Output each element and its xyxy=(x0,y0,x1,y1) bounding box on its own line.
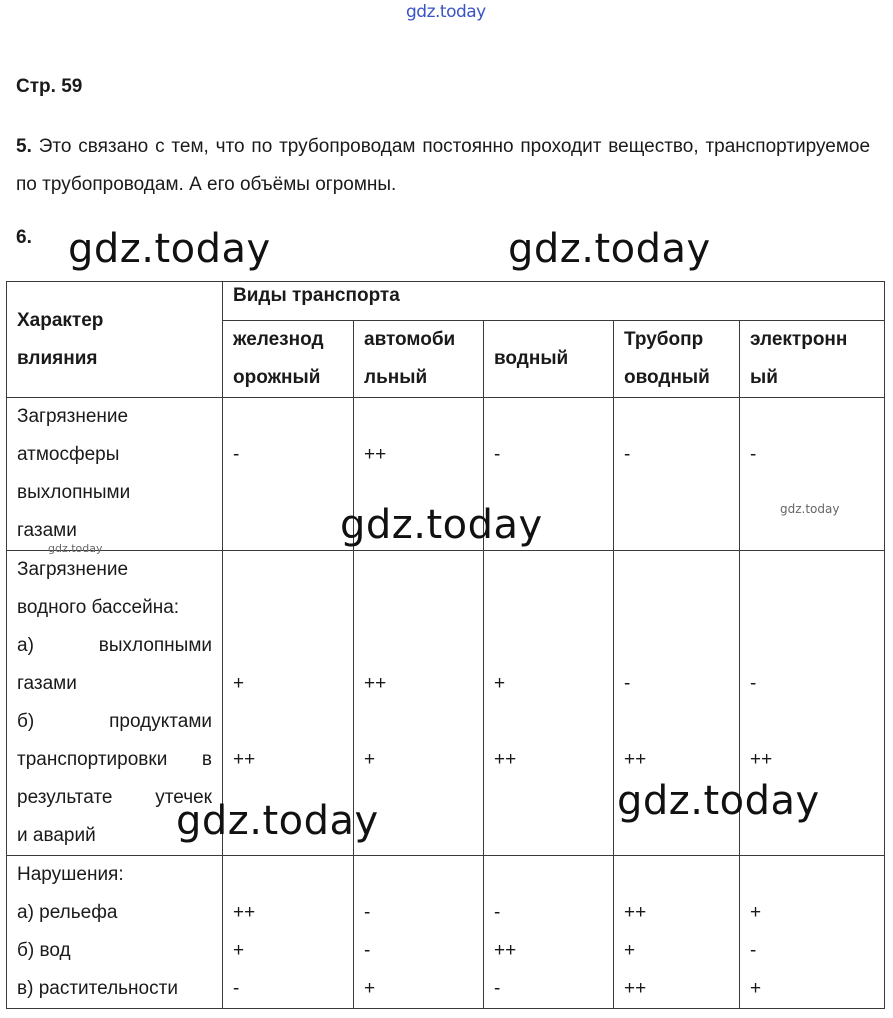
cell-line xyxy=(233,627,343,665)
table-cell xyxy=(484,398,614,551)
answer-5-text: Это связано с тем, что по трубопроводам постоянно проходит вещество, транспортируемое по трубопроводам. А его объёмы огромны. xyxy=(16,136,871,195)
cell-line: + xyxy=(750,902,762,923)
table-cell xyxy=(740,856,885,1009)
cell-line: - xyxy=(364,940,371,961)
answer-5-number: 5. xyxy=(16,136,32,157)
cell-line: ++ xyxy=(624,749,647,770)
cell-line xyxy=(364,779,473,817)
column-header-line: льный xyxy=(364,367,428,388)
cell-line xyxy=(624,589,729,627)
cell-line: ++ xyxy=(494,940,517,961)
table-cell xyxy=(354,856,484,1009)
cell-line xyxy=(364,589,473,627)
column-header-water xyxy=(484,321,614,398)
column-header-auto xyxy=(354,321,484,398)
cell-line: - xyxy=(750,444,757,465)
column-header-line: водный xyxy=(494,348,569,369)
cell-line xyxy=(494,589,603,627)
column-header-line: электронн xyxy=(750,329,848,350)
row-label-line: б) вод xyxy=(17,940,71,961)
cell-line: ++ xyxy=(750,749,773,770)
cell-line xyxy=(233,398,343,436)
column-header-line: Трубопр xyxy=(624,329,704,350)
cell-line xyxy=(364,474,473,512)
row-label-line: транспортировки в xyxy=(17,749,212,770)
table-cell xyxy=(614,551,740,856)
cell-line xyxy=(233,779,343,817)
table-cell xyxy=(614,398,740,551)
cell-line xyxy=(364,551,473,589)
watermark-small-2: gdz.today xyxy=(48,542,103,555)
cell-line xyxy=(233,589,343,627)
column-header-line: орожный xyxy=(233,367,321,388)
cell-line: - xyxy=(233,444,240,465)
table-cell xyxy=(484,856,614,1009)
cell-line: + xyxy=(364,978,376,999)
cell-line: - xyxy=(233,978,240,999)
cell-line xyxy=(750,817,874,855)
cell-line: - xyxy=(624,673,631,694)
cell-line xyxy=(364,398,473,436)
cell-line xyxy=(624,856,729,894)
cell-line xyxy=(494,551,603,589)
cell-line xyxy=(624,474,729,512)
row-label-line: результате утечек xyxy=(17,787,212,808)
cell-line: ++ xyxy=(233,749,256,770)
cell-line xyxy=(750,856,874,894)
cell-line: + xyxy=(233,940,245,961)
row-label-line: водного бассейна: xyxy=(17,597,180,618)
row-label xyxy=(7,551,223,856)
table-cell xyxy=(740,398,885,551)
cell-line xyxy=(494,398,603,436)
cell-line xyxy=(233,474,343,512)
column-header-line: оводный xyxy=(624,367,710,388)
cell-line: ++ xyxy=(494,749,517,770)
watermark-big-3: gdz.today xyxy=(340,502,543,548)
cell-line xyxy=(624,703,729,741)
answer-6-number: 6. xyxy=(16,227,32,248)
corner-header-line1: Характер xyxy=(17,309,104,331)
corner-header-line2: влияния xyxy=(17,347,98,369)
cell-line xyxy=(494,512,603,550)
row-label-line: и аварий xyxy=(17,825,96,846)
cell-line: ++ xyxy=(624,978,647,999)
watermark-small-1: gdz.today xyxy=(780,502,840,516)
table-cell xyxy=(223,856,354,1009)
table-row-atmosphere xyxy=(7,398,885,551)
cell-line: + xyxy=(750,978,762,999)
page-title: Стр. 59 xyxy=(16,76,83,97)
cell-line xyxy=(494,703,603,741)
column-header-pipeline xyxy=(614,321,740,398)
watermark-top: gdz.today xyxy=(406,2,486,22)
cell-line xyxy=(364,817,473,855)
cell-line xyxy=(750,779,874,817)
cell-line xyxy=(494,817,603,855)
cell-line: ++ xyxy=(364,673,387,694)
watermark-big-4: gdz.today xyxy=(617,778,820,824)
cell-line: ++ xyxy=(624,902,647,923)
cell-line xyxy=(624,551,729,589)
watermark-big-2: gdz.today xyxy=(508,226,711,272)
table-row-disturbance xyxy=(7,856,885,1009)
cell-line xyxy=(624,779,729,817)
row-label-line: а) выхлопными xyxy=(17,635,212,656)
cell-line xyxy=(494,627,603,665)
cell-line xyxy=(364,627,473,665)
cell-line xyxy=(233,512,343,550)
answer-5 xyxy=(16,128,870,204)
column-header-line: железнод xyxy=(233,329,324,350)
table-row-water xyxy=(7,551,885,856)
row-label-line: а) рельефа xyxy=(17,902,118,923)
cell-line xyxy=(624,398,729,436)
watermark-big-5: gdz.today xyxy=(176,798,379,844)
cell-line: - xyxy=(494,902,501,923)
column-header-rail xyxy=(223,321,354,398)
cell-line xyxy=(233,817,343,855)
column-header-line: автомоби xyxy=(364,329,456,350)
row-label-line: газами xyxy=(17,520,77,541)
cell-line: + xyxy=(233,673,245,694)
cell-line: - xyxy=(364,902,371,923)
cell-line: + xyxy=(494,673,506,694)
row-label-line: Загрязнение xyxy=(17,559,129,580)
row-label-line: б) продуктами xyxy=(17,711,212,732)
table-cell xyxy=(354,398,484,551)
row-label-line: Загрязнение xyxy=(17,406,129,427)
cell-line xyxy=(750,703,874,741)
cell-line xyxy=(494,779,603,817)
table-cell xyxy=(740,551,885,856)
table-cell xyxy=(484,551,614,856)
cell-line xyxy=(364,856,473,894)
cell-line: + xyxy=(624,940,636,961)
row-label-line: выхлопными xyxy=(17,482,131,503)
cell-line: - xyxy=(750,673,757,694)
cell-line: ++ xyxy=(233,902,256,923)
cell-line xyxy=(233,856,343,894)
corner-header xyxy=(7,282,223,398)
cell-line xyxy=(364,703,473,741)
cell-line: - xyxy=(494,444,501,465)
column-header-line: ый xyxy=(750,367,778,388)
row-label-line: в) растительности xyxy=(17,978,178,999)
table-cell xyxy=(354,551,484,856)
cell-line: + xyxy=(364,749,376,770)
row-label-line: Нарушения: xyxy=(17,864,124,885)
cell-line xyxy=(750,627,874,665)
row-label-line: газами xyxy=(17,673,77,694)
row-label xyxy=(7,856,223,1009)
cell-line xyxy=(750,589,874,627)
cell-line xyxy=(233,551,343,589)
cell-line: - xyxy=(750,940,757,961)
cell-line xyxy=(624,627,729,665)
cell-line xyxy=(494,474,603,512)
cell-line xyxy=(494,856,603,894)
cell-line xyxy=(750,398,874,436)
cell-line: - xyxy=(494,978,501,999)
table-cell xyxy=(223,551,354,856)
cell-line: ++ xyxy=(364,444,387,465)
row-label xyxy=(7,398,223,551)
watermark-big-1: gdz.today xyxy=(68,226,271,272)
row-label-line: атмосферы xyxy=(17,444,120,465)
group-header: Виды транспорта xyxy=(223,282,885,321)
cell-line xyxy=(624,512,729,550)
cell-line xyxy=(750,512,874,550)
transport-impact-table xyxy=(6,281,885,1009)
table-cell xyxy=(614,856,740,1009)
cell-line: - xyxy=(624,444,631,465)
cell-line xyxy=(624,817,729,855)
table-cell xyxy=(223,398,354,551)
cell-line xyxy=(233,703,343,741)
column-header-electronic xyxy=(740,321,885,398)
cell-line xyxy=(364,512,473,550)
cell-line xyxy=(750,551,874,589)
table-header-row-1 xyxy=(7,282,885,321)
